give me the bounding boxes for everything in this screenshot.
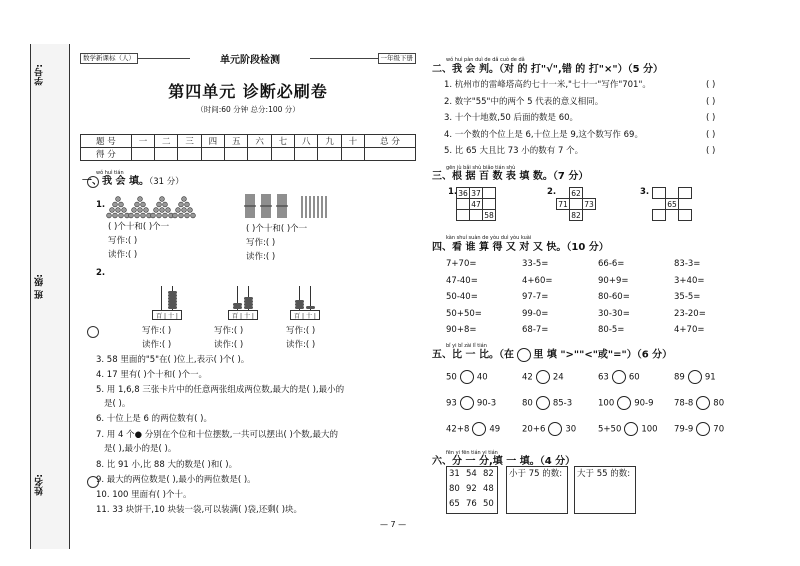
bead — [179, 213, 184, 218]
q1-write-1[interactable]: 写作:( ) — [108, 236, 138, 246]
q11[interactable]: 11. 33 块饼干,10 块装一袋,可以装满( )袋,还剩( )块。 — [96, 505, 303, 515]
bead — [160, 208, 165, 213]
pinyin: wǒ huì tián — [96, 170, 124, 176]
section-title-text: 里 填 ">""<"或"="）（6 分） — [533, 349, 673, 361]
calc-item[interactable]: 90+8= — [446, 325, 477, 335]
score-header: 二 — [155, 135, 178, 148]
header-bar — [80, 54, 416, 70]
bead — [141, 202, 146, 207]
answer-paren[interactable]: ( ) — [706, 129, 716, 140]
calc-item[interactable]: 23-20= — [674, 308, 706, 319]
compare-right: 100 — [641, 424, 658, 435]
score-cell[interactable] — [271, 148, 294, 161]
score-cell[interactable] — [178, 148, 201, 161]
compare-right: 91 — [704, 372, 716, 383]
score-cell[interactable] — [341, 148, 364, 161]
q7-cont[interactable]: 是( ),最小的是( )。 — [104, 444, 177, 454]
compare-circle[interactable] — [688, 370, 702, 384]
pool-number: 82 — [483, 469, 494, 479]
s3-q3-number: 3. — [640, 187, 650, 197]
q1-read-2[interactable]: 读作:( ) — [246, 252, 276, 262]
compare-circle[interactable] — [624, 422, 638, 436]
pinyin: wǒ huì pàn duì de dǎ cuò de dǎ — [446, 57, 525, 63]
compare-left: 63 — [598, 372, 609, 383]
page-title: 第四单元 诊断必刷卷 — [168, 82, 328, 101]
grid-cell-blank[interactable] — [470, 210, 483, 221]
compare-circle[interactable] — [612, 370, 626, 384]
compare-right: 70 — [713, 424, 725, 435]
q1-blank-2[interactable]: ( )个十和( )个一 — [246, 224, 308, 234]
compare-circle[interactable] — [460, 396, 474, 410]
grid-cell: 47 — [471, 199, 481, 209]
calc-item[interactable]: 50+50= — [446, 308, 482, 319]
q6[interactable]: 6. 十位上是 6 的两位数有( )。 — [96, 414, 212, 424]
calc-item[interactable]: 47-40= — [446, 275, 478, 286]
q1-read-1[interactable]: 读作:( ) — [108, 250, 138, 260]
bead — [173, 213, 178, 218]
compare-circle[interactable] — [472, 422, 486, 436]
score-cell[interactable] — [201, 148, 224, 161]
section-5-title — [432, 348, 672, 362]
score-header: 七 — [271, 135, 294, 148]
compare-right: 49 — [489, 424, 501, 435]
compare-circle[interactable] — [536, 370, 550, 384]
counting-beads-image — [106, 196, 206, 220]
hundred-chart-2 — [556, 187, 596, 221]
bead — [151, 213, 156, 218]
calc-item[interactable]: 50-40= — [446, 292, 478, 302]
grid-cell: 58 — [484, 210, 494, 220]
q8[interactable]: 8. 比 91 小,比 88 大的数是( )和( )。 — [96, 460, 238, 470]
compare-circle[interactable] — [696, 422, 710, 436]
calc-item[interactable]: 83-3= — [674, 259, 701, 269]
grid-cell: 71 — [558, 199, 568, 209]
bead — [160, 197, 165, 202]
true-false-item: 1. 杭州市的雷峰塔高约七十一米,"七十一"写作"701"。 — [444, 80, 651, 90]
bead — [107, 213, 112, 218]
score-header: 三 — [178, 135, 201, 148]
pinyin: gēn jù bǎi shù biǎo tián shù — [446, 165, 516, 171]
score-header: 总 分 — [365, 135, 416, 148]
class-label: 班 级: — [35, 274, 45, 299]
calc-item[interactable]: 30-30= — [598, 308, 630, 319]
bead — [188, 208, 193, 213]
compare-left: 42 — [522, 372, 533, 383]
bead — [141, 213, 146, 218]
compare-left: 80 — [522, 398, 533, 409]
calc-item[interactable]: 90+9= — [598, 275, 629, 286]
answer-paren[interactable]: ( ) — [706, 113, 716, 123]
section-1-title — [82, 176, 184, 188]
bead — [135, 202, 140, 207]
answer-paren[interactable]: ( ) — [706, 96, 716, 107]
pool-number: 65 — [449, 499, 460, 509]
binding-strip — [30, 44, 70, 549]
q2-read-3[interactable]: 读作:( ) — [286, 340, 316, 350]
hundred-chart-1 — [456, 187, 496, 221]
score-table — [80, 134, 416, 161]
score-header: 九 — [318, 135, 341, 148]
bead — [166, 208, 171, 213]
compare-item — [598, 370, 640, 384]
compare-circle[interactable] — [460, 370, 474, 384]
compare-left: 20+6 — [522, 424, 546, 435]
bead — [132, 208, 137, 213]
compare-left: 42+8 — [446, 424, 470, 435]
s3-q1-number: 1. — [448, 187, 458, 197]
box-label: 大于 55 的数: — [577, 469, 631, 479]
score-header: 十 — [341, 135, 364, 148]
grid-cell: 73 — [584, 199, 594, 209]
score-header: 一 — [131, 135, 154, 148]
less-than-75-box[interactable] — [506, 466, 568, 514]
q1-write-2[interactable]: 写作:( ) — [246, 238, 276, 248]
score-header: 四 — [201, 135, 224, 148]
bead — [116, 197, 121, 202]
bead — [182, 208, 187, 213]
compare-left: 79-9 — [674, 424, 694, 435]
abacus-label: 百 | 十 | — [228, 310, 258, 320]
circle-symbol — [517, 348, 531, 362]
compare-item — [598, 422, 658, 436]
grid-cell-blank[interactable] — [570, 199, 583, 210]
q3[interactable]: 3. 58 里面的"5"在( )位上,表示( )个( )。 — [96, 355, 250, 365]
compare-right: 80 — [713, 398, 725, 409]
s3-q2-number: 2. — [547, 187, 557, 197]
score-cell[interactable] — [225, 148, 248, 161]
bead — [138, 197, 143, 202]
greater-than-55-box[interactable] — [574, 466, 636, 514]
abacus-label: 百 | 十 | — [152, 310, 182, 320]
pinyin: kàn shuí suàn de yòu duì yòu kuài — [446, 235, 532, 241]
box-label: 小于 75 的数: — [509, 469, 563, 479]
compare-right: 90-3 — [476, 398, 497, 409]
answer-paren[interactable]: ( ) — [706, 80, 716, 90]
q1-blank-1[interactable]: ( )个十和( )个一 — [108, 222, 170, 232]
compare-circle[interactable] — [696, 396, 710, 410]
q2-write-1[interactable]: 写作:( ) — [142, 326, 172, 336]
grid-cell-blank[interactable] — [653, 188, 666, 199]
compare-item — [522, 396, 572, 410]
bead — [113, 213, 118, 218]
pool-number: 31 — [449, 469, 460, 479]
compare-right: 24 — [552, 372, 564, 383]
bead — [122, 208, 127, 213]
q2-write-2[interactable]: 写作:( ) — [214, 326, 244, 336]
binding-hole — [87, 326, 99, 338]
grid-cell: 62 — [571, 188, 581, 198]
section-3-title: 三、根 据 百 数 表 填 数。（7 分） — [432, 171, 589, 182]
compare-left: 5+50 — [598, 424, 622, 435]
grid-cell: 65 — [667, 199, 677, 209]
bead — [179, 202, 184, 207]
q4[interactable]: 4. 17 里有( )个十和( )个一。 — [96, 370, 207, 380]
grade-tag: 一年级下册 — [378, 53, 417, 64]
calc-item[interactable]: 99-0= — [522, 308, 549, 319]
counting-sticks-image — [242, 192, 352, 220]
bead — [163, 202, 168, 207]
compare-item — [522, 370, 564, 384]
bead — [191, 213, 196, 218]
bead — [110, 208, 115, 213]
calc-item[interactable]: 68-7= — [522, 325, 549, 335]
compare-right: 90-9 — [634, 398, 654, 409]
abacus — [290, 286, 320, 320]
score-cell[interactable] — [318, 148, 341, 161]
student-number-label: 学号: — [35, 64, 45, 86]
abacus — [228, 286, 258, 320]
bead — [157, 213, 162, 218]
textbook-tag: 数学新课标（人） — [80, 53, 138, 64]
grid-cell: 82 — [571, 210, 581, 220]
header-center: 单元阶段检测 — [190, 51, 310, 66]
pinyin: bǐ yi bǐ zài lǐ tián — [446, 343, 487, 349]
compare-left: 78-8 — [674, 398, 694, 409]
compare-item — [446, 396, 496, 410]
pool-number: 92 — [466, 484, 477, 494]
true-false-item: 3. 十个十地数,50 后面的数是 60。 — [444, 113, 579, 123]
time-info: （时间:60 分钟 总分:100 分） — [196, 105, 300, 114]
true-false-item: 5. 比 65 大且比 73 小的数有 7 个。 — [444, 146, 584, 156]
bead — [157, 202, 162, 207]
compare-right: 30 — [565, 424, 577, 435]
calc-item[interactable]: 4+60= — [522, 275, 553, 286]
compare-item — [674, 396, 724, 410]
calc-item[interactable]: 80-60= — [598, 292, 630, 302]
q1-number: 1. — [96, 200, 106, 210]
score-header: 八 — [295, 135, 318, 148]
bead — [119, 202, 124, 207]
compare-right: 85-3 — [552, 398, 573, 409]
compare-circle[interactable] — [548, 422, 562, 436]
pool-number: 50 — [483, 499, 494, 509]
calc-item[interactable]: 4+70= — [674, 325, 705, 335]
section-2-title: 二、我 会 判。（对 的 打"√",错 的 打"×"）（5 分） — [432, 64, 664, 75]
grid-cell-blank[interactable] — [457, 210, 470, 221]
pool-number: 54 — [466, 469, 477, 479]
section-points: （31 分） — [148, 177, 184, 187]
page-number: — 7 — — [380, 520, 407, 529]
bead — [182, 197, 187, 202]
compare-item — [522, 422, 576, 436]
score-cell[interactable] — [365, 148, 416, 161]
compare-left: 89 — [674, 372, 685, 383]
score-header: 五 — [225, 135, 248, 148]
q10[interactable]: 10. 100 里面有( )个十。 — [96, 490, 192, 500]
calc-item[interactable]: 7+70= — [446, 259, 477, 269]
q5-cont[interactable]: 是( )。 — [104, 399, 131, 409]
bead — [154, 208, 159, 213]
compare-item — [674, 422, 724, 436]
calc-item[interactable]: 66-6= — [598, 259, 625, 269]
score-cell[interactable] — [155, 148, 178, 161]
compare-left: 50 — [446, 372, 457, 383]
section-title-text: 五、比 一 比。（在 — [432, 349, 514, 361]
grid-cell-blank[interactable] — [483, 188, 496, 199]
pool-number: 76 — [466, 499, 477, 509]
q5[interactable]: 5. 用 1,6,8 三张卡片中的任意两张组成两位数,最大的是( ),最小的 — [96, 385, 345, 395]
grid-cell: 36 — [458, 188, 468, 198]
compare-left: 93 — [446, 398, 457, 409]
section-title-text: 一、我 会 填。 — [82, 176, 149, 187]
q9[interactable]: 9. 最大的两位数是( ),最小的两位数是( )。 — [96, 475, 256, 485]
compare-item — [446, 370, 488, 384]
section-4-title: 四、看 谁 算 得 又 对 又 快。（10 分） — [432, 242, 609, 253]
grid-cell-blank[interactable] — [483, 199, 496, 210]
calc-item[interactable]: 35-5= — [674, 292, 701, 302]
q2-write-3[interactable]: 写作:( ) — [286, 326, 316, 336]
grid-cell-blank[interactable] — [653, 210, 666, 221]
grid-cell-blank[interactable] — [679, 188, 692, 199]
bead — [116, 208, 121, 213]
compare-right: 40 — [476, 372, 488, 383]
compare-circle[interactable] — [617, 396, 631, 410]
name-label: 姓名: — [35, 474, 45, 496]
compare-item — [674, 370, 716, 384]
q2-number: 2. — [96, 268, 106, 278]
bead — [129, 213, 134, 218]
score-header: 题 号 — [81, 135, 132, 148]
score-cell[interactable] — [295, 148, 318, 161]
score-row-label: 得 分 — [81, 148, 132, 161]
grid-cell-blank[interactable] — [679, 210, 692, 221]
bead — [135, 213, 140, 218]
bead — [138, 208, 143, 213]
hundred-chart-3 — [652, 187, 692, 221]
calc-item[interactable]: 33-5= — [522, 259, 549, 269]
score-header: 六 — [248, 135, 271, 148]
bead — [176, 208, 181, 213]
bead — [185, 213, 190, 218]
calc-item[interactable]: 3+40= — [674, 275, 705, 286]
bead — [185, 202, 190, 207]
grid-cell-blank[interactable] — [457, 199, 470, 210]
q7[interactable]: 7. 用 4 个● 分别在个位和十位摆数,一共可以摆出( )个数,最大的 — [96, 430, 338, 440]
score-cell[interactable] — [248, 148, 271, 161]
compare-right: 60 — [628, 372, 640, 383]
section-6-title: 六、分 一 分,填 一 填。（4 分） — [432, 456, 576, 467]
grid-cell: 37 — [471, 188, 481, 198]
abacus-label: 百 | 十 | — [290, 310, 320, 320]
true-false-item: 2. 数字"55"中的两个 5 代表的意义相同。 — [444, 96, 604, 107]
q2-read-1[interactable]: 读作:( ) — [142, 340, 172, 350]
answer-paren[interactable]: ( ) — [706, 146, 716, 156]
bead — [144, 208, 149, 213]
compare-item — [598, 396, 654, 410]
q2-read-2[interactable]: 读作:( ) — [214, 340, 244, 350]
bead — [119, 213, 124, 218]
compare-item — [446, 422, 500, 436]
compare-circle[interactable] — [536, 396, 550, 410]
bead — [113, 202, 118, 207]
compare-left: 100 — [598, 398, 615, 409]
calc-item[interactable]: 97-7= — [522, 292, 549, 302]
abacus — [152, 286, 182, 320]
pool-number: 48 — [483, 484, 494, 494]
pinyin: fēn yi fēn tián yi tián — [446, 450, 498, 456]
pool-number: 80 — [449, 484, 460, 494]
score-cell[interactable] — [131, 148, 154, 161]
true-false-item: 4. 一个数的个位上是 6,十位上是 9,这个数写作 69。 — [444, 129, 643, 140]
calc-item[interactable]: 80-5= — [598, 325, 625, 335]
bead — [163, 213, 168, 218]
